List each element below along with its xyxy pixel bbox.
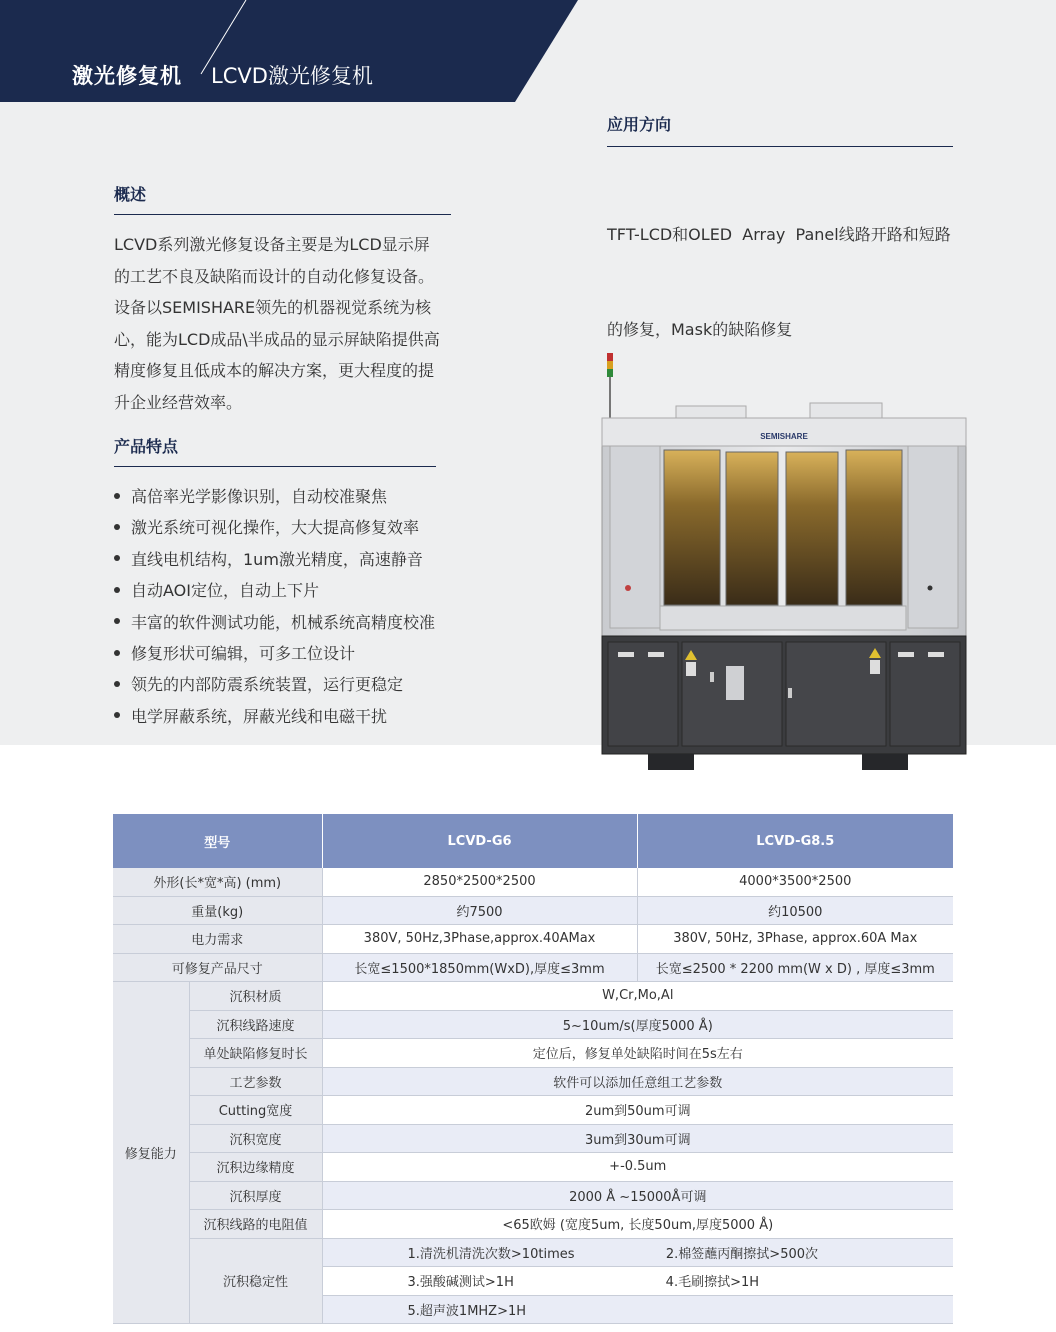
col-header-g85: LCVD-G8.5	[637, 814, 953, 868]
cell-g85: 4000*3500*2500	[637, 868, 953, 896]
row-label: 沉积稳定性	[189, 1238, 322, 1324]
table-row	[113, 953, 953, 982]
application-divider	[607, 146, 953, 147]
overview-text	[114, 229, 459, 418]
table-row	[113, 896, 953, 925]
stability-item: 3.强酸碱测试>1H	[407, 1275, 514, 1291]
cell-value: W,Cr,Mo,Al	[322, 982, 953, 1011]
row-label: 沉积线路的电阻值	[189, 1210, 322, 1239]
row-label: 沉积宽度	[189, 1124, 322, 1153]
table-row	[113, 1124, 953, 1153]
table-row	[113, 868, 953, 896]
features-divider	[114, 466, 436, 467]
row-label: 沉积线路速度	[189, 1010, 322, 1039]
features-list	[114, 481, 435, 732]
machine-brand-label: SEMISHARE	[760, 432, 808, 441]
cell-value: 3um到30um可调	[322, 1124, 953, 1153]
application-heading: 应用方向	[607, 115, 672, 134]
stability-cell	[322, 1267, 953, 1296]
cell-g6: 约7500	[322, 896, 637, 925]
col-header-model: 型号	[113, 814, 322, 868]
feature-item: 丰富的软件测试功能，机械系统高精度校准	[114, 607, 435, 638]
overview-line: 的工艺不良及缺陷而设计的自动化修复设备。	[114, 266, 435, 286]
cell-g85: 380V, 50Hz, 3Phase, approx.60A Max	[637, 925, 953, 954]
table-row	[113, 1067, 953, 1096]
cell-g6: 2850*2500*2500	[322, 868, 637, 896]
table-row	[113, 1010, 953, 1039]
application-line: 的修复，Mask的缺陷修复	[607, 319, 793, 339]
stability-cell	[322, 1295, 953, 1324]
feature-item: 电学屏蔽系统，屏蔽光线和电磁干扰	[114, 701, 435, 732]
feature-item: 激光系统可视化操作，大大提高修复效率	[114, 512, 435, 543]
cell-value: 5~10um/s(厚度5000 Å)	[322, 1010, 953, 1039]
feature-item: 修复形状可编辑，可多工位设计	[114, 638, 435, 669]
cell-value: 2um到50um可调	[322, 1096, 953, 1125]
stability-item: 2.棉签蘸丙酮擦拭>500次	[665, 1246, 819, 1262]
row-label: 沉积厚度	[189, 1181, 322, 1210]
stability-cell	[322, 1238, 953, 1267]
feature-item: 高倍率光学影像识别，自动校准聚焦	[114, 481, 435, 512]
cell-value: 定位后，修复单处缺陷时间在5s左右	[322, 1039, 953, 1068]
spec-table	[113, 814, 953, 1324]
overview-line: 精度修复且低成本的解决方案，更大程度的提	[114, 361, 435, 380]
cell-g85: 约10500	[637, 896, 953, 925]
cell-value: <65欧姆 (宽度5um, 长度50um,厚度5000 Å)	[322, 1210, 953, 1239]
cell-g6: 长宽≤1500*1850mm(WxD),厚度≤3mm	[322, 953, 637, 982]
stability-item: 4.毛刷擦拭>1H	[665, 1275, 760, 1291]
table-row	[113, 925, 953, 954]
overview-line: 升企业经营效率。	[114, 392, 243, 412]
row-label: 工艺参数	[189, 1067, 322, 1096]
row-label: 沉积边缘精度	[189, 1153, 322, 1182]
table-row	[113, 1181, 953, 1210]
col-header-g6: LCVD-G6	[322, 814, 637, 868]
table-row	[113, 1210, 953, 1239]
row-label: 重量(kg)	[113, 896, 322, 925]
machine-image	[598, 350, 970, 775]
overview-line: 设备以SEMISHARE领先的机器视觉系统为核	[114, 298, 432, 317]
table-row	[113, 1153, 953, 1182]
table-header-row	[113, 814, 953, 868]
cell-value: 软件可以添加任意组工艺参数	[322, 1067, 953, 1096]
table-row	[113, 982, 953, 1011]
row-label: 电力需求	[113, 925, 322, 954]
stability-item: 5.超声波1MHZ>1H	[407, 1303, 527, 1319]
overview-divider	[114, 214, 451, 215]
row-label: Cutting宽度	[189, 1096, 322, 1125]
table-row	[113, 1039, 953, 1068]
application-line: TFT-LCD和OLED Array Panel线路开路和短路	[607, 225, 951, 244]
page-subtitle: LCVD激光修复机	[211, 64, 373, 88]
overview-heading: 概述	[114, 185, 147, 204]
table-row	[113, 1096, 953, 1125]
feature-item: 自动AOI定位，自动上下片	[114, 575, 435, 606]
feature-item: 直线电机结构，1um激光精度，高速静音	[114, 544, 435, 575]
feature-item: 领先的内部防震系统装置，运行更稳定	[114, 669, 435, 700]
stability-item: 1.清洗机清洗次数>10times	[407, 1246, 575, 1262]
row-label: 沉积材质	[189, 982, 322, 1011]
header-banner	[0, 0, 1056, 102]
cell-g6: 380V, 50Hz,3Phase,approx.40AMax	[322, 925, 637, 954]
features-heading: 产品特点	[114, 437, 179, 456]
row-label: 可修复产品尺寸	[113, 953, 322, 982]
row-label: 单处缺陷修复时长	[189, 1039, 322, 1068]
page-title: 激光修复机	[72, 64, 182, 88]
application-text	[607, 156, 957, 377]
stability-pair	[323, 1271, 954, 1290]
table-row	[113, 1238, 953, 1267]
cell-value: +-0.5um	[322, 1153, 953, 1182]
cell-g85: 长宽≤2500 * 2200 mm(W x D) , 厚度≤3mm	[637, 953, 953, 982]
overview-line: 心，能为LCD成品\半成品的显示屏缺陷提供高	[114, 329, 440, 349]
overview-line: LCVD系列激光修复设备主要是为LCD显示屏	[114, 235, 430, 254]
row-label: 外形(长*宽*高) (mm)	[113, 868, 322, 896]
cell-value: 2000 Å ~15000Å可调	[322, 1181, 953, 1210]
stability-pair	[323, 1243, 954, 1262]
stability-pair	[323, 1300, 954, 1319]
repair-group-label: 修复能力	[113, 982, 189, 1324]
